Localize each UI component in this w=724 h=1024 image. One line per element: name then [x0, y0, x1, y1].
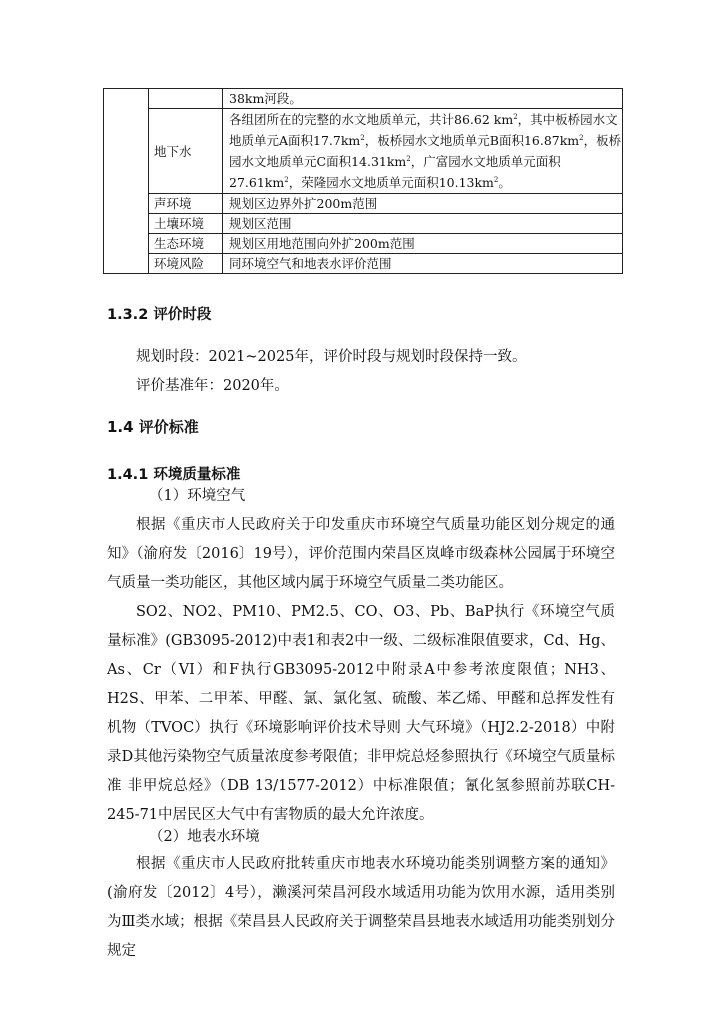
- section-heading-1-4-1: 1.4.1 环境质量标准: [107, 467, 241, 483]
- paragraph-surface-water: 根据《重庆市人民政府批转重庆市地表水环境功能类别调整方案的通知》(渝府发〔2012〕4号），濑溪河荣昌河段水域适用功能为饮用水源，适用类别为Ⅲ类水域；根据《荣昌县人民政府关于调整荣昌县地表水域适用功能类别划分规定: [107, 856, 615, 959]
- table-row: [104, 194, 623, 214]
- table-cell-category: 生态环境: [149, 234, 223, 254]
- evaluation-scope-table: [103, 88, 623, 274]
- paragraph-air-standards: SO2、NO2、PM10、PM2.5、CO、O3、Pb、BaP执行《环境空气质量标准》(GB3095-2012)中表1和表2中一级、二级标准限值要求，Cd、Hg、As、Cr（VI）和F执行GB3095-2012中附录A中参考浓度限值；NH3、H2S、甲苯、二甲苯、甲醛、氯、氯化氢、硫酸、苯乙烯、甲醛和总挥发性有机物（TVOC）执行《环境影响评价技术导则 大气环境》（HJ2.2-2018）中附录D其他污染物空气质量浓度参考限值；非甲烷总烃参照执行《环境空气质量标准 非甲烷总烃》（DB 13/1577-2012）中标准限值；氰化氢参照前苏联CH-245-71中居民区大气中有害物质的最大允许浓度。: [107, 604, 615, 823]
- section-heading-1-3-2: 1.3.2 评价时段: [107, 307, 212, 323]
- table-merged-cell: [104, 89, 149, 274]
- subheading-ambient-air: （1）环境空气: [149, 488, 246, 504]
- table-row: [104, 214, 623, 234]
- table-cell-category: 环境风险: [149, 254, 223, 274]
- paragraph-air-function-zones: 根据《重庆市人民政府关于印发重庆市环境空气质量功能区划分规定的通知》（渝府发〔2016〕19号），评价范围内荣昌区岚峰市级森林公园属于环境空气质量一类功能区，其他区域内属于环境空气质量二类功能区。: [107, 517, 615, 591]
- table-cell-content: 各组团所在的完整的水文地质单元，共计86.62 $km^2$，其中板桥园水文地质单元A面积$17.7km^2$，板桥园水文地质单元B面积$16.87km^2$，板桥园水文地质单元C面积$14.31km^2$，广富园水文地质单元面积$27.61km^2$，荣隆园水文地质单元面积$10.13km^2$。: [223, 109, 623, 194]
- table-row: [104, 234, 623, 254]
- table-row: [104, 109, 623, 194]
- table-cell-content: 同环境空气和地表水评价范围: [223, 254, 623, 274]
- subheading-surface-water: （2）地表水环境: [149, 829, 260, 845]
- table-row: [104, 89, 623, 109]
- table-cell-content: 规划区范围: [223, 214, 623, 234]
- table-cell-category: 地下水: [149, 109, 223, 194]
- table-cell-content: 规划区边界外扩200m范围: [223, 194, 623, 214]
- table-cell-category: [149, 89, 223, 109]
- table-cell-category: 声环境: [149, 194, 223, 214]
- table-cell-content: 规划区用地范围向外扩200m范围: [223, 234, 623, 254]
- section-heading-1-4: 1.4 评价标准: [107, 418, 199, 436]
- paragraph-base-year: 评价基准年：2020年。: [136, 378, 289, 394]
- table-row: [104, 254, 623, 274]
- table-cell-category: 土壤环境: [149, 214, 223, 234]
- paragraph-planning-period: 规划时段：2021~2025年，评价时段与规划时段保持一致。: [136, 349, 527, 365]
- table-cell-content: 38km河段。: [223, 89, 623, 109]
